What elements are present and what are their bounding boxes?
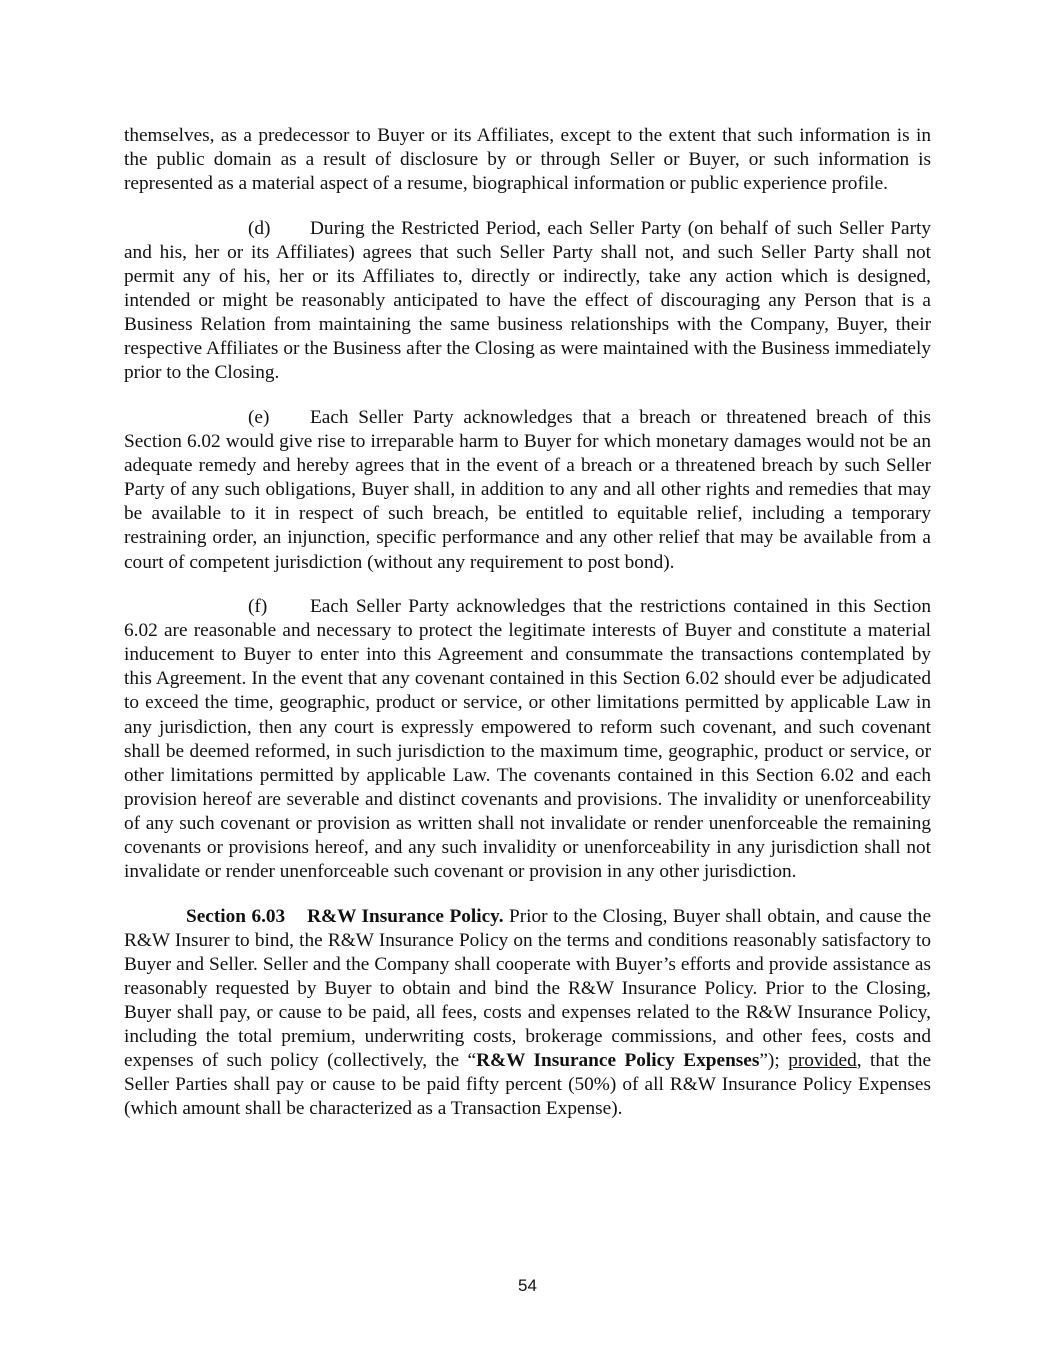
provided-term: provided [788,1050,857,1072]
paragraph-f-label: (f) [248,596,268,618]
paragraph-d-text: During the Restricted Period, each Seller Party (on behalf of such Seller Party and his, her or its Affiliates) agrees that such Seller Party shall not, and such Seller Party shall not permit any of his, her or its Affiliates to, directly or indirectly, take any action which is designed, intended or might be reasonably anticipated to have the effect of discouraging any Person that is a Business Relation from maintaining the same business relationships with the Company, Buyer, their respective Affiliates or the Business after the Closing as were maintained with the Business immediately prior to the Closing. [124,217,931,384]
section-6-03 [124,905,931,1122]
section-text-1: Prior to the Closing, Buyer shall obtain, and cause the R&W Insurer to bind, the R&W Insurance Policy on the terms and conditions reasonably satisfactory to Buyer and Seller. Seller and the Company shall cooperate with Buyer’s efforts and provide assistance as reasonably requested by Buyer to obtain and bind the R&W Insurance Policy. Prior to the Closing, Buyer shall pay, or cause to be paid, all fees, costs and expenses related to the R&W Insurance Policy, including the total premium, underwriting costs, brokerage commissions, and other fees, costs and expenses of such policy (collectively, the “ [124,905,932,1072]
paragraph-e-text: Each Seller Party acknowledges that a breach or threatened breach of this Section 6.02 would give rise to irreparable harm to Buyer for which monetary damages would not be an adequate remedy and hereby agrees that in the event of a breach or a threatened breach by such Seller Party of any such obligations, Buyer shall, in addition to any and all other rights and remedies that may be available to it in respect of such breach, be entitled to equitable relief, including a temporary restraining order, an injunction, specific performance and any other relief that may be available from a court of competent jurisdiction (without any requirement to post bond). [124,406,931,573]
paragraph-f [124,595,931,884]
paragraph-f-text: Each Seller Party acknowledges that the restrictions contained in this Section 6.02 are reasonable and necessary to protect the legitimate interests of Buyer and constitute a material inducement to Buyer to enter into this Agreement and consummate the transactions contemplated by this Agreement. In the event that any covenant contained in this Section 6.02 should ever be adjudicated to exceed the time, geographic, product or service, or other limitations permitted by applicable Law in any jurisdiction, then any court is expressly empowered to reform such covenant, and such covenant shall be deemed reformed, in such jurisdiction to the maximum time, geographic, product or service, or other limitations permitted by applicable Law. The covenants contained in this Section 6.02 and each provision hereof are severable and distinct covenants and provisions. The invalidity or unenforceability of any such covenant or provision as written shall not invalidate or render unenforceable the remaining covenants or provisions hereof, and any such invalidity or unenforceability in any jurisdiction shall not invalidate or render unenforceable such covenant or provision in any other jurisdiction. [124,596,931,883]
section-text-3: , that the Seller Parties shall pay or cause to be paid fifty percent (50%) of all R&W Insurance Policy Expenses (which amount shall be characterized as a Transaction Expense). [124,1050,931,1120]
paragraph-e [124,406,931,575]
defined-term: R&W Insurance Policy Expenses [476,1050,760,1072]
paragraph-continuation: themselves, as a predecessor to Buyer or its Affiliates, except to the extent that such information is in the public domain as a result of disclosure by or through Seller or Buyer, or such information is represented as a material aspect of a resume, biographical information or public experience profile. [124,125,931,195]
section-heading: R&W Insurance Policy. [307,905,504,927]
paragraph-d-label: (d) [248,217,271,239]
paragraph-d [124,217,931,386]
page-number: 54 [518,1276,537,1295]
section-number: Section 6.03 [186,905,286,927]
section-text-2: ”); [759,1050,789,1072]
document-body [124,124,931,1142]
paragraph-e-label: (e) [248,406,270,428]
